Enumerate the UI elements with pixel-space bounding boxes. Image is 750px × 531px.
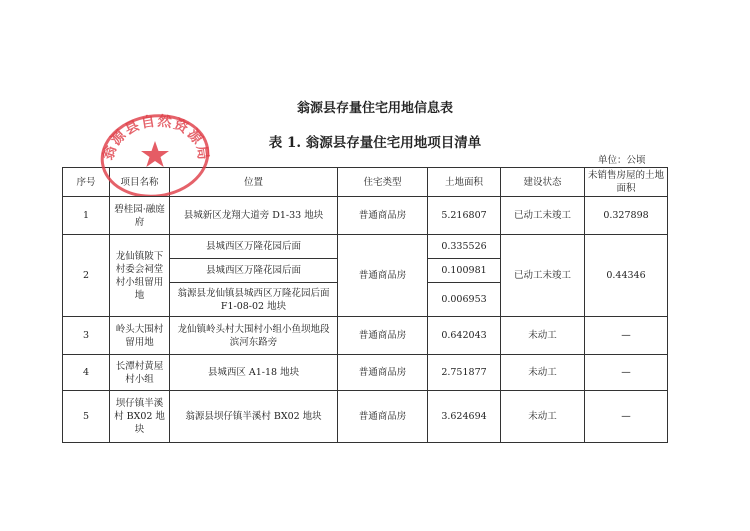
location: 县城西区 A1-18 地块 <box>170 355 338 391</box>
table-row <box>63 235 668 259</box>
row-number: 4 <box>63 355 110 391</box>
table-row <box>63 355 668 391</box>
land-area: 5.216807 <box>428 197 501 235</box>
build-status: 未动工 <box>501 317 585 355</box>
land-area: 0.006953 <box>428 283 501 317</box>
project-name: 碧桂园·融庭府 <box>110 197 170 235</box>
land-area: 0.642043 <box>428 317 501 355</box>
housing-type: 普通商品房 <box>338 235 428 317</box>
land-area: 0.100981 <box>428 259 501 283</box>
project-name: 岭头大围村留用地 <box>110 317 170 355</box>
project-name: 坝仔镇半溪村 BX02 地块 <box>110 391 170 443</box>
page-title: 翁源县存量住宅用地信息表 <box>296 101 453 116</box>
land-area: 3.624694 <box>428 391 501 443</box>
unit-label: 单位：公顷 <box>598 155 646 166</box>
land-list-table <box>62 167 668 443</box>
table-title: 表 1. 翁源县存量住宅用地项目清单 <box>268 135 482 151</box>
project-name: 长潭村黄屋村小组 <box>110 355 170 391</box>
row-number: 5 <box>63 391 110 443</box>
build-status: 已动工未竣工 <box>501 197 585 235</box>
build-status: 已动工未竣工 <box>501 235 585 317</box>
unsold-area: 0.327898 <box>585 197 668 235</box>
housing-type: 普通商品房 <box>338 355 428 391</box>
official-seal-icon <box>96 104 214 196</box>
housing-type: 普通商品房 <box>338 391 428 443</box>
housing-type: 普通商品房 <box>338 197 428 235</box>
header-cell: 未销售房屋的土地面积 <box>585 168 668 197</box>
land-area: 0.335526 <box>428 235 501 259</box>
row-number: 1 <box>63 197 110 235</box>
header-cell: 位置 <box>170 168 338 197</box>
header-cell: 项目名称 <box>110 168 170 197</box>
header-cell: 建设状态 <box>501 168 585 197</box>
project-name: 龙仙镇陂下村委会祠堂村小组留用地 <box>110 235 170 317</box>
seal-text: 翁源县自然资源局 <box>100 113 212 163</box>
table-row <box>63 317 668 355</box>
seal-star-icon <box>141 141 169 167</box>
location: 县城新区龙翔大道旁 D1-33 地块 <box>170 197 338 235</box>
row-number: 2 <box>63 235 110 317</box>
table-row <box>63 391 668 443</box>
table-row <box>63 197 668 235</box>
unsold-area: — <box>585 355 668 391</box>
build-status: 未动工 <box>501 391 585 443</box>
header-cell: 住宅类型 <box>338 168 428 197</box>
location: 龙仙镇岭头村大围村小组小鱼坝地段滨河东路旁 <box>170 317 338 355</box>
row-number: 3 <box>63 317 110 355</box>
housing-type: 普通商品房 <box>338 317 428 355</box>
unsold-area: — <box>585 391 668 443</box>
build-status: 未动工 <box>501 355 585 391</box>
unsold-area: 0.44346 <box>585 235 668 317</box>
location: 县城西区万隆花园后面 <box>170 259 338 283</box>
land-area: 2.751877 <box>428 355 501 391</box>
header-cell: 土地面积 <box>428 168 501 197</box>
location: 翁源县坝仔镇半溪村 BX02 地块 <box>170 391 338 443</box>
unsold-area: — <box>585 317 668 355</box>
location: 翁源县龙仙镇县城西区万隆花园后面 F1-08-02 地块 <box>170 283 338 317</box>
header-cell: 序号 <box>63 168 110 197</box>
location: 县城西区万隆花园后面 <box>170 235 338 259</box>
